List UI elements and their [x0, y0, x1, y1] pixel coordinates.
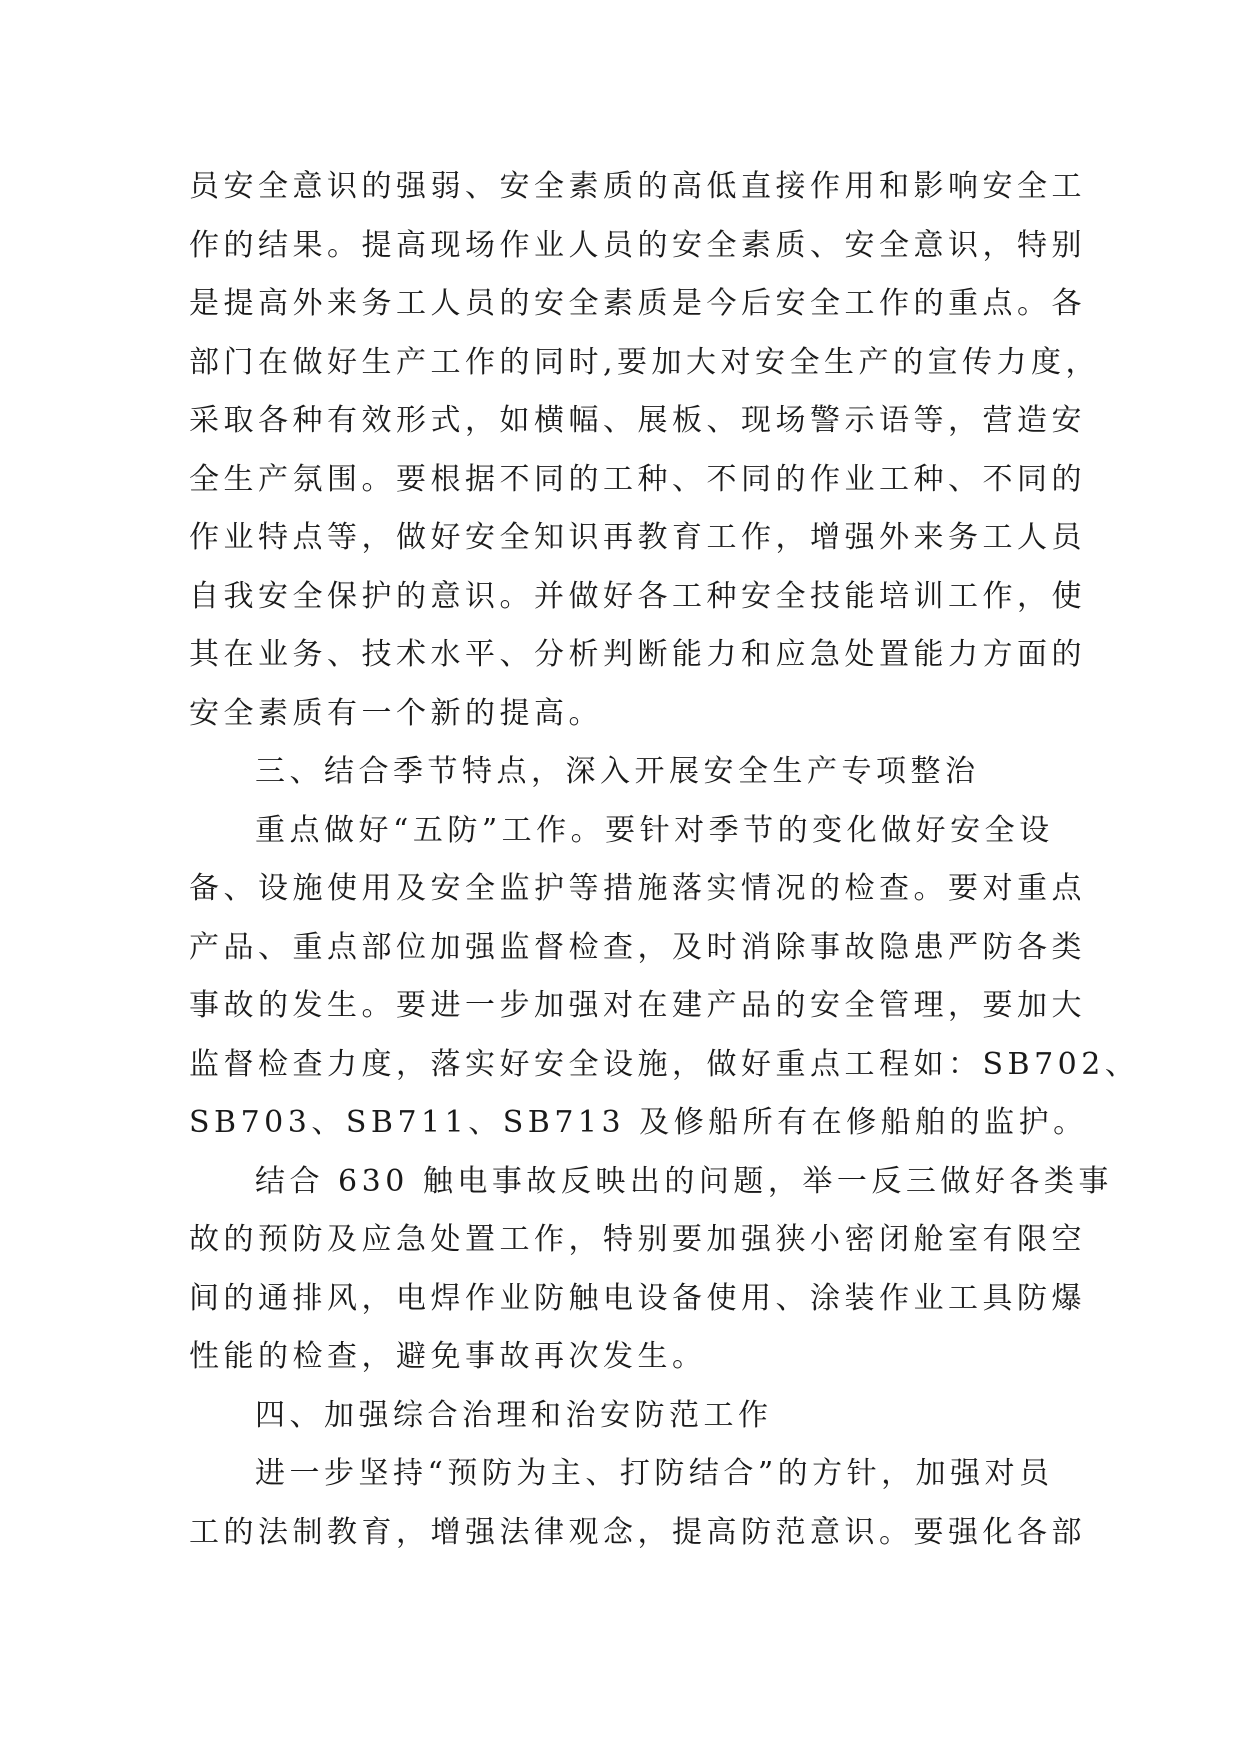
text-line: 部门在做好生产工作的同时,要加大对安全生产的宣传力度，: [189, 344, 1101, 380]
text-line: 安全素质有一个新的提高。: [189, 695, 603, 731]
text-line: 产品、重点部位加强监督检查，及时消除事故隐患严防各类: [189, 929, 1086, 965]
text-line: 作的结果。提高现场作业人员的安全素质、安全意识，特别: [189, 227, 1086, 263]
text-line: 采取各种有效形式，如横幅、展板、现场警示语等，营造安: [189, 403, 1086, 438]
text-line: 其在业务、技术水平、分析判断能力和应急处置能力方面的: [189, 637, 1086, 672]
text-line: 工的法制教育，增强法律观念，提高防范意识。要强化各部: [189, 1514, 1086, 1550]
text-line: 员安全意识的强弱、安全素质的高低直接作用和影响安全工: [189, 169, 1086, 204]
paragraph-start-line: 进一步坚持“预防为主、打防结合”的方针，加强对员: [255, 1456, 1054, 1491]
text-line: 作业特点等，做好安全知识再教育工作，增强外来务工人员: [189, 520, 1086, 555]
paragraph-start-line: 结合 630 触电事故反映出的问题，举一反三做好各类事: [255, 1163, 1113, 1199]
text-line: 性能的检查，避免事故再次发生。: [189, 1339, 707, 1374]
text-line: 故的预防及应急处置工作，特别要加强狭小密闭舱室有限空: [189, 1222, 1086, 1257]
document-body: [189, 158, 1140, 1562]
text-line: SB703、SB711、SB713 及修船所有在修船舶的监护。: [189, 1105, 1088, 1140]
text-line: 自我安全保护的意识。并做好各工种安全技能培训工作，使: [189, 578, 1086, 614]
text-line: 备、设施使用及安全监护等措施落实情况的检查。要对重点: [189, 871, 1086, 906]
paragraph-start-line: 重点做好“五防”工作。要针对季节的变化做好安全设: [255, 812, 1054, 848]
paragraph-start-line: 四、加强综合治理和治安防范工作: [255, 1397, 773, 1433]
text-line: 全生产氛围。要根据不同的工种、不同的作业工种、不同的: [189, 461, 1086, 497]
text-line: 监督检查力度，落实好安全设施，做好重点工程如：SB702、: [189, 1046, 1140, 1082]
text-line: 间的通排风，电焊作业防触电设备使用、涂装作业工具防爆: [189, 1280, 1086, 1316]
text-line: 事故的发生。要进一步加强对在建产品的安全管理，要加大: [189, 988, 1086, 1023]
text-line: 是提高外来务工人员的安全素质是今后安全工作的重点。各: [189, 286, 1086, 321]
paragraph-start-line: 三、结合季节特点，深入开展安全生产专项整治: [255, 754, 980, 789]
